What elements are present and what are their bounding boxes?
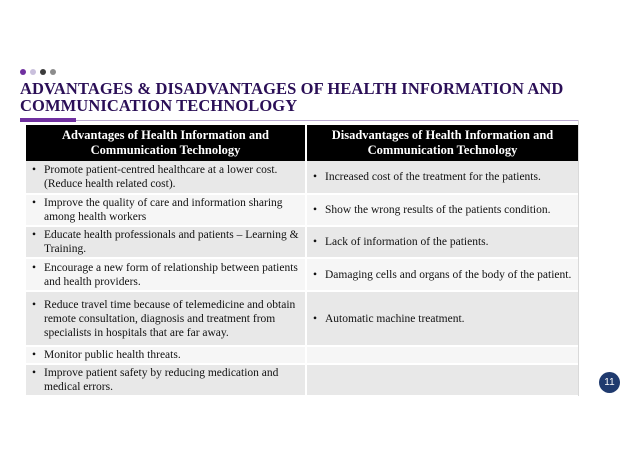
disadvantage-item: [313, 170, 572, 184]
bullet-marker: •: [313, 236, 318, 248]
right-edge-line: [578, 120, 579, 396]
advantage-item: [32, 298, 299, 340]
bullet-marker: •: [313, 268, 318, 281]
disadvantage-item: [313, 268, 572, 282]
table-header-row: [26, 125, 578, 161]
table-row: [26, 226, 578, 258]
dot-4: [50, 69, 56, 75]
advantage-text: Improve patient safety by reducing medication and medical errors.: [44, 367, 279, 393]
advantage-cell: [26, 291, 306, 346]
disadvantage-cell: [306, 226, 578, 258]
table-body: [26, 161, 578, 396]
bullet-marker: •: [313, 312, 318, 325]
title-accent-bar: [20, 118, 76, 122]
table-row: [26, 161, 578, 194]
bullet-marker: •: [32, 229, 37, 241]
disadvantage-cell: [306, 258, 578, 291]
bullet-marker: •: [32, 349, 37, 361]
bullet-marker: •: [313, 204, 318, 216]
advantage-cell: [26, 226, 306, 258]
bullet-marker: •: [32, 367, 37, 379]
disadvantage-cell: [306, 291, 578, 346]
dot-3: [40, 69, 46, 75]
disadvantage-item: [313, 203, 572, 217]
page-number-badge: 11: [599, 372, 620, 393]
advantage-item: [32, 366, 299, 394]
disadvantage-item: [313, 235, 572, 249]
advantage-item: [32, 348, 299, 362]
dot-1: [20, 69, 26, 75]
advantage-cell: [26, 364, 306, 396]
bullet-marker: •: [313, 171, 318, 183]
bullet-marker: •: [32, 164, 37, 176]
advantage-text: Monitor public health threats.: [44, 349, 181, 361]
advantage-cell: [26, 258, 306, 291]
advantage-text: Educate health professionals and patients – Learning & Training.: [44, 229, 299, 255]
advantage-cell: [26, 161, 306, 194]
disadvantage-text: Show the wrong results of the patients condition.: [325, 204, 551, 216]
comparison-table: [26, 125, 578, 397]
disadvantage-text: Automatic machine treatment.: [325, 312, 465, 325]
advantages-header: Advantages of Health Information and Communication Technology: [26, 125, 306, 161]
advantage-cell: [26, 346, 306, 364]
disadvantage-cell: [306, 161, 578, 194]
bullet-marker: •: [32, 261, 37, 274]
advantage-text: Promote patient-centred healthcare at a lower cost. (Reduce health related cost).: [44, 164, 278, 190]
dot-2: [30, 69, 36, 75]
table-row: [26, 194, 578, 226]
disadvantage-cell: [306, 194, 578, 226]
disadvantage-text: Damaging cells and organs of the body of the patient.: [325, 268, 572, 281]
advantage-item: [32, 196, 299, 224]
advantage-item: [32, 163, 299, 191]
advantage-text: Reduce travel time because of telemedicine and obtain remote consultation, diagnosis and treatment from specialists in hospitals that are far away.: [44, 298, 296, 339]
disadvantage-text: Lack of information of the patients.: [325, 236, 489, 248]
advantage-text: Improve the quality of care and information sharing among health workers: [44, 197, 283, 223]
table-row: [26, 291, 578, 346]
advantage-item: [32, 261, 299, 289]
bullet-marker: •: [32, 298, 37, 311]
disadvantages-header: Disadvantages of Health Information and Communication Technology: [306, 125, 578, 161]
title-divider-line: [76, 120, 578, 121]
slide-title: ADVANTAGES & DISADVANTAGES OF HEALTH INFORMATION AND COMMUNICATION TECHNOLOGY: [20, 79, 564, 115]
table-row: [26, 258, 578, 291]
table-row: [26, 346, 578, 364]
advantage-text: Encourage a new form of relationship between patients and health providers.: [44, 261, 298, 288]
advantage-cell: [26, 194, 306, 226]
advantage-item: [32, 228, 299, 256]
table-row: [26, 364, 578, 396]
disadvantage-cell: [306, 346, 578, 364]
bullet-marker: •: [32, 197, 37, 209]
disadvantage-text: Increased cost of the treatment for the patients.: [325, 171, 541, 183]
disadvantage-item: [313, 312, 572, 326]
disadvantage-cell: [306, 364, 578, 396]
